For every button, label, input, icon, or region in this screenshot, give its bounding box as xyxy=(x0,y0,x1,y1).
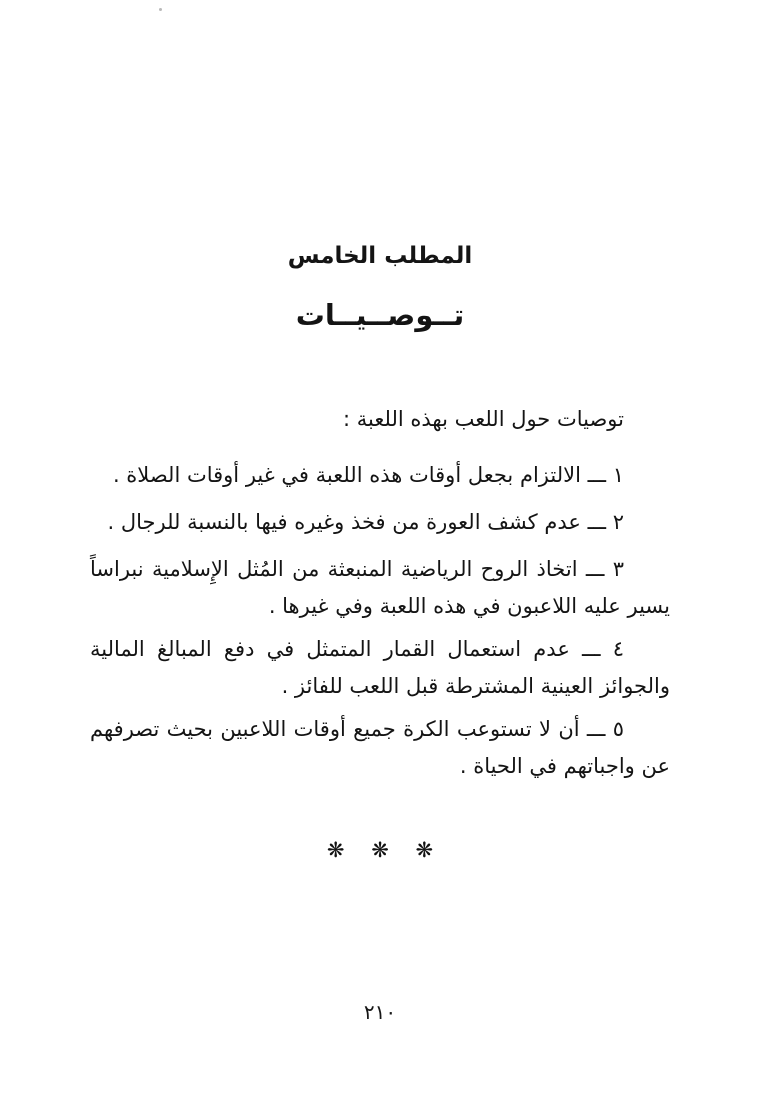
list-item-3: ٣ ـــ اتخاذ الروح الرياضية المنبعثة من المُثل الإِسلامية نبراساً يسير عليه اللاعبون في هذه اللعبة وفي غيرها . xyxy=(90,557,670,618)
asterisk-icon: ❋ xyxy=(326,838,345,862)
intro-line: توصيات حول اللعب بهذه اللعبة : xyxy=(343,407,624,431)
list-item-5: ٥ ـــ أن لا تستوعب الكرة جميع أوقات اللاعبين بحيث تصرفهم عن واجباتهم في الحياة . xyxy=(90,717,670,778)
body-text xyxy=(90,401,670,791)
asterisk-icon: ❋ xyxy=(371,838,389,862)
list-item-1: ١ ـــ الالتزام بجعل أوقات هذه اللعبة في غير أوقات الصلاة . xyxy=(112,463,624,487)
section-heading: المطلب الخامس xyxy=(287,243,473,269)
asterisk-divider xyxy=(0,838,760,862)
list-item-2: ٢ ـــ عدم كشف العورة من فخذ وغيره فيها بالنسبة للرجال . xyxy=(107,510,624,534)
asterisk-icon: ❋ xyxy=(415,838,434,862)
list-item-4: ٤ ـــ عدم استعمال القمار المتمثل في دفع المبالغ المالية والجوائز العينية المشترطة قبل اللعب للفائز . xyxy=(90,637,670,698)
page-number: ٢١٠ xyxy=(363,1000,397,1024)
scan-artifact xyxy=(159,8,162,11)
chapter-title: تــوصــيــات xyxy=(295,298,465,332)
